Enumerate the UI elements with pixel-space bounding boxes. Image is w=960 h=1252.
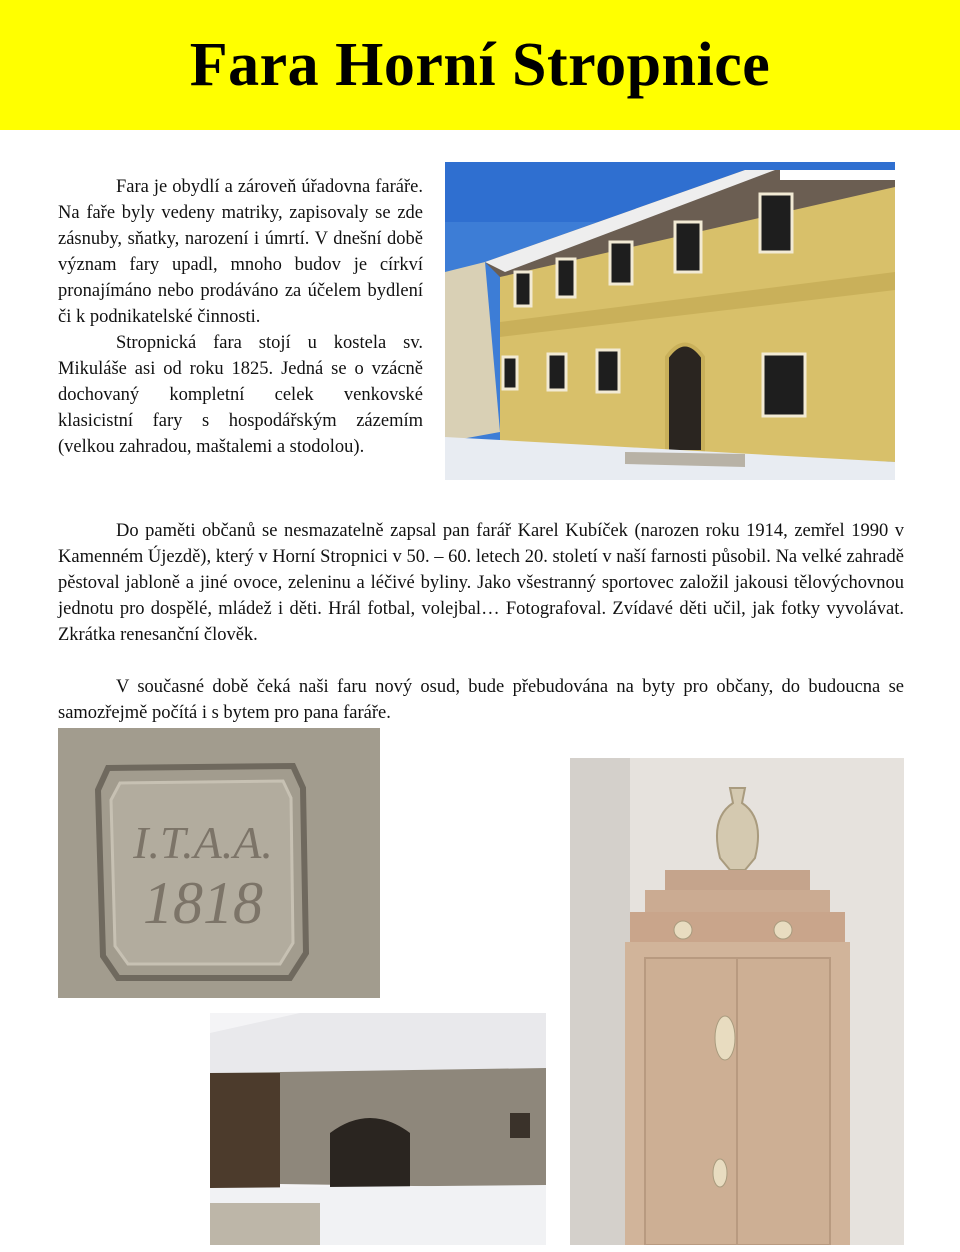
intro-text: Fara je obydlí a zároveň úřadovna faráře. Na faře byly vedeny matriky, zapisovaly se zde zásnuby, sňatky, narození i úmrtí. V dnešní době význam fary upadl, mnoho budov je církví pronajímáno nebo prodáváno za účelem bydlení či k podnikatelské činnosti. [58,177,423,327]
title-banner [0,0,960,130]
parsonage-photo [445,162,895,480]
stone-plaque-photo [58,728,380,998]
priest-paragraph [58,518,904,648]
future-paragraph [58,674,904,726]
intro-paragraph [58,174,423,460]
history-text: Stropnická fara stojí u kostela sv. Mikuláše asi od roku 1825. Jedná se o vzácně dochovaný kompletní celek venkovské klasicistní fary s hospodářským zázemím (velkou zahradou, maštalemi a stodolou). [58,333,423,457]
tile-stove-photo [570,758,904,1245]
page-title: Fara Horní Stropnice [189,30,771,99]
farmyard-photo [210,1013,546,1245]
priest-text: Do paměti občanů se nesmazatelně zapsal pan farář Karel Kubíček (narozen roku 1914, zemřel 1990 v Kamenném Újezdě), který v Horní Stropnici v 50. – 60. letech 20. století v naší farnosti působil. Na velké zahradě pěstoval jabloně a jiné ovoce, zeleninu a léčivé byliny. Jako všestranný sportovec založil jakousi tělovýchovnou jednotu pro dospělé, mládež i děti. Hrál fotbal, volejbal… Fotografoval. Zvídavé děti učil, jak fotky vyvolávat. Zkrátka renesanční člověk. [58,521,904,645]
plaque-inscription-initials: I.T.A.A. [133,817,273,868]
future-text: V současné době čeká naši faru nový osud, bude přebudována na byty pro občany, do budoucna se samozřejmě počítá i s bytem pro pana faráře. [58,677,904,723]
plaque-inscription-year: 1818 [143,870,263,936]
